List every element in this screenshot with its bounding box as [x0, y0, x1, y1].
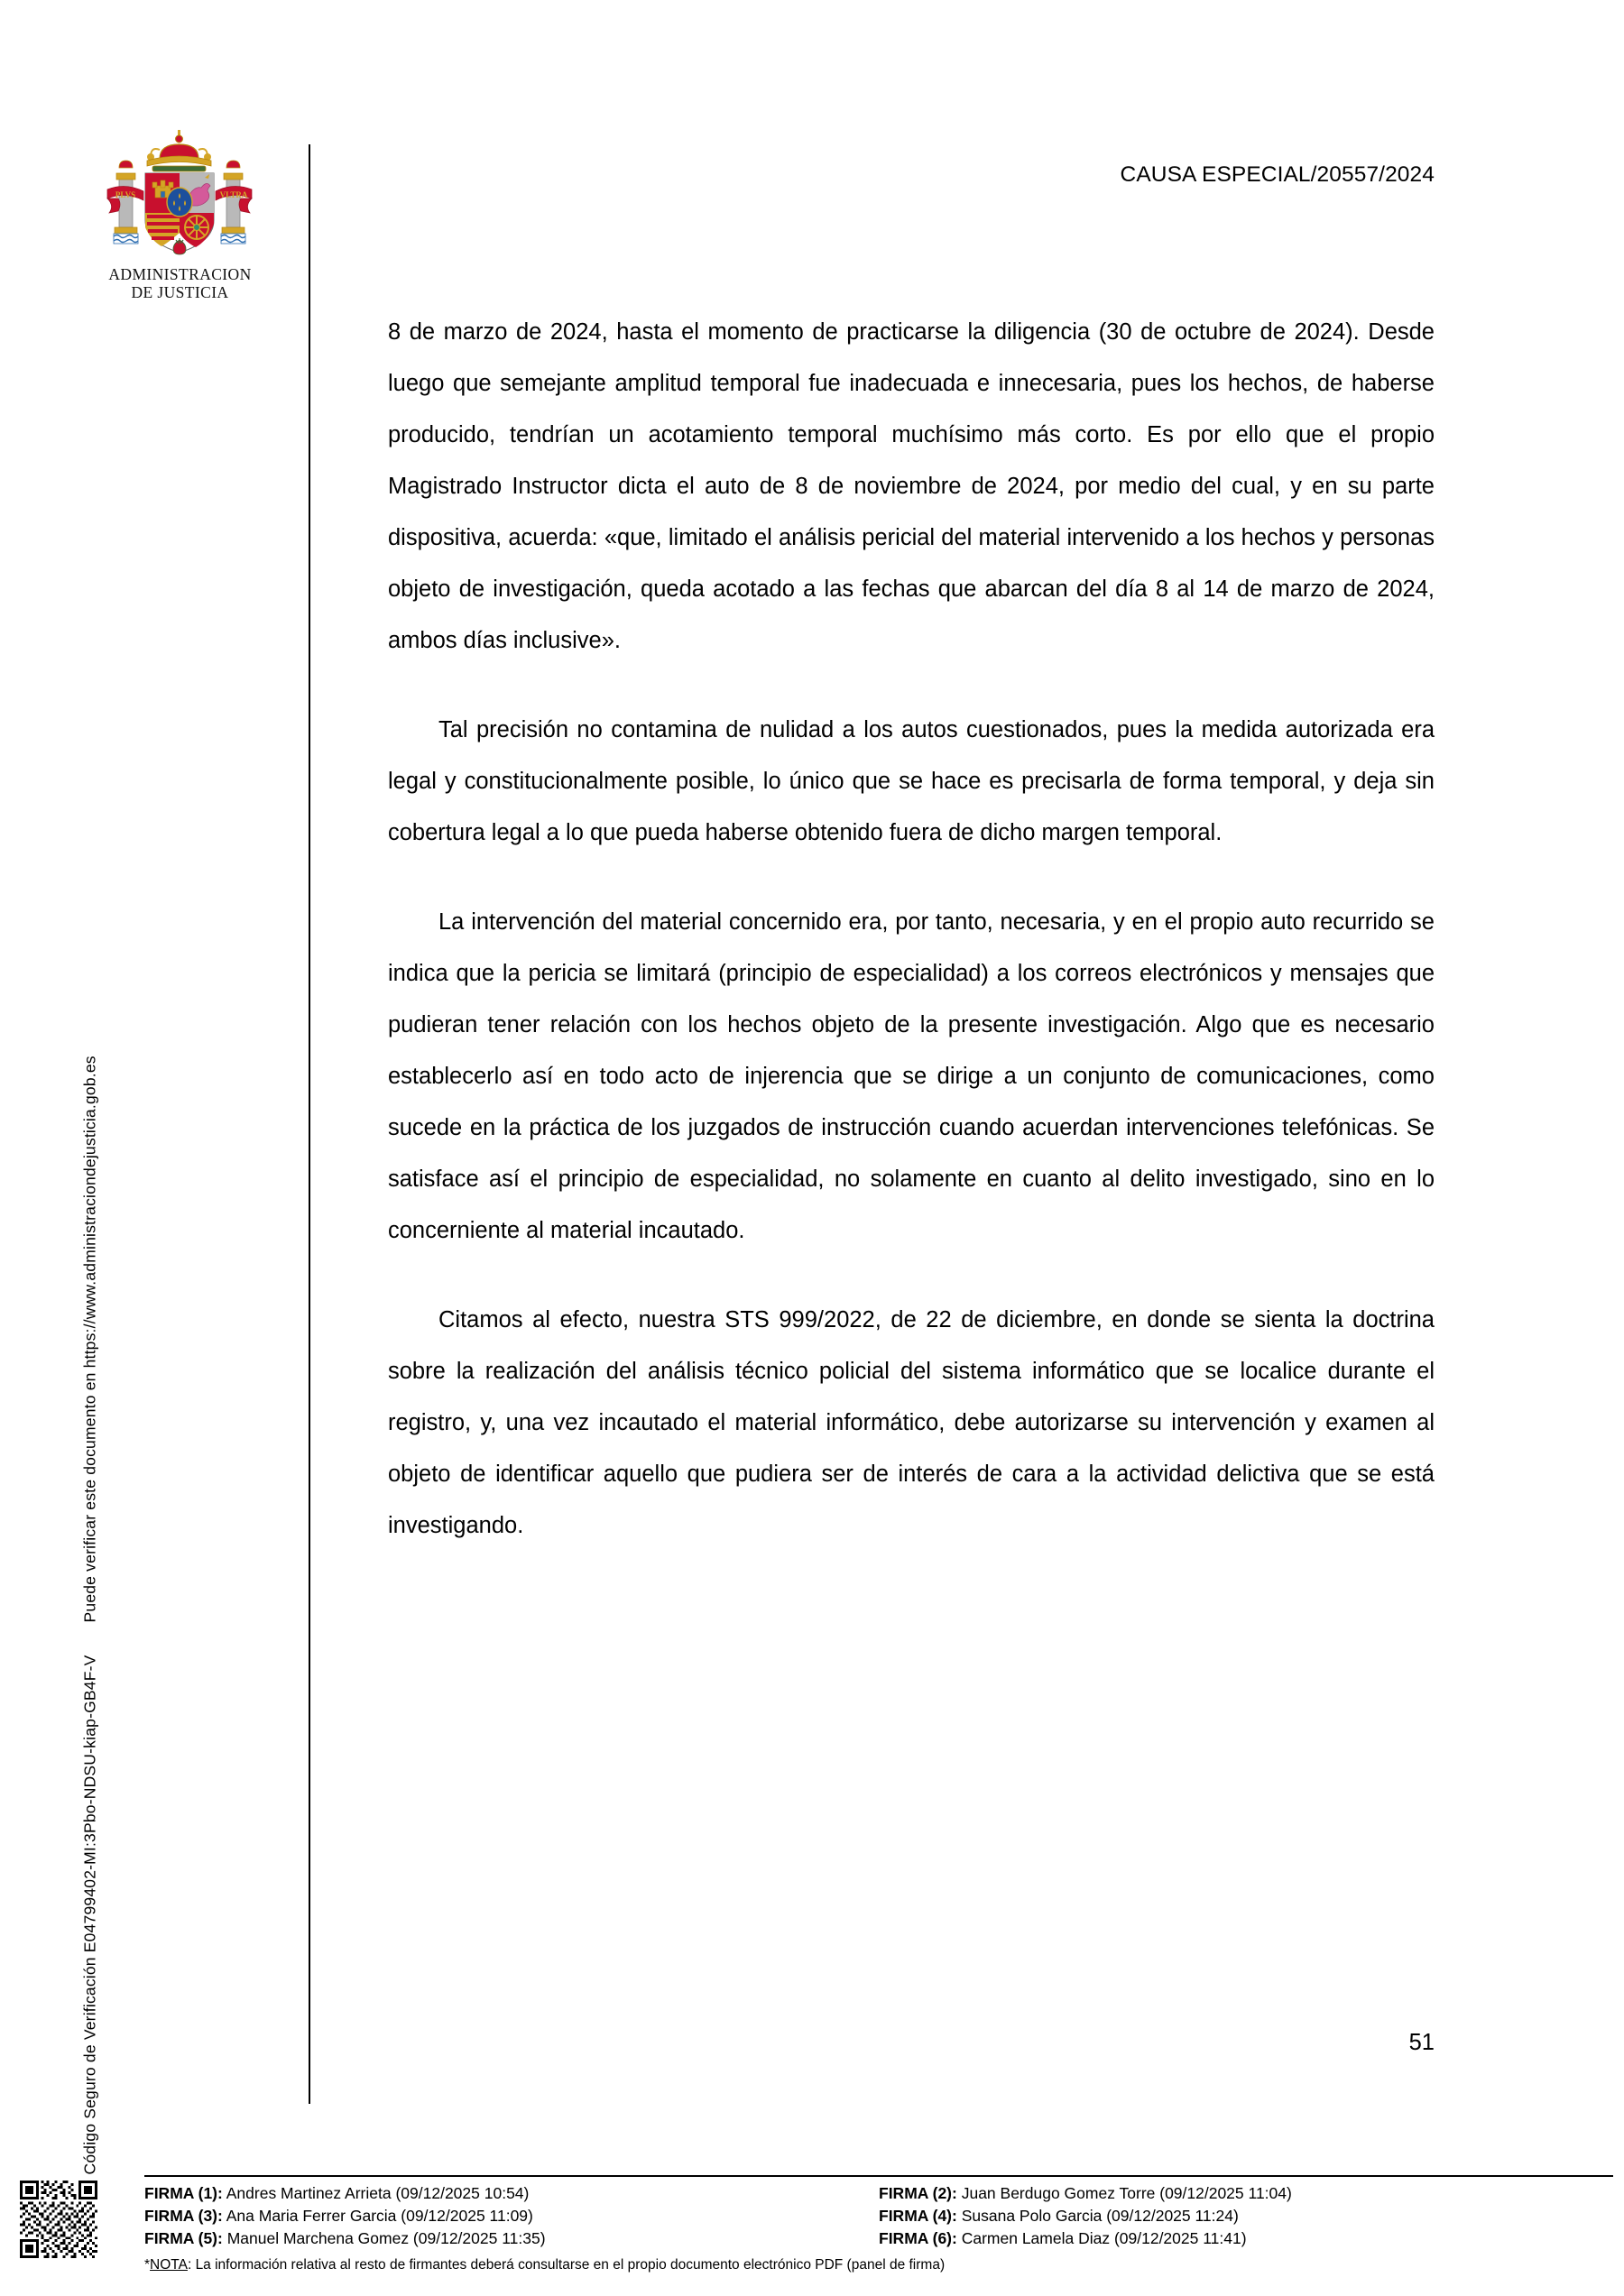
- signature-value: Andres Martinez Arrieta (09/12/2025 10:54): [226, 2184, 530, 2202]
- signature-value: Ana Maria Ferrer Garcia (09/12/2025 11:09): [226, 2207, 533, 2225]
- signature-value: Juan Berdugo Gomez Torre (09/12/2025 11:04): [961, 2184, 1292, 2202]
- signature-row: [144, 2205, 879, 2227]
- signature-label: FIRMA (5):: [144, 2229, 223, 2247]
- verification-sidebar-text: [81, 190, 100, 2175]
- csv-code-text: Código Seguro de Verificación E04799402-MI:3Pbo-NDSU-kiap-GB4F-V: [80, 1655, 99, 2175]
- vertical-divider: [309, 144, 310, 2104]
- emblem-label-line2: DE JUSTICIA: [131, 283, 229, 302]
- spain-coat-of-arms-icon: [95, 126, 266, 262]
- signatures-block: [144, 2182, 1613, 2250]
- verification-url-text: Puede verificar este documento en https://www.administraciondejusticia.gob.es: [80, 1056, 99, 1623]
- signatures-right-column: [879, 2182, 1613, 2250]
- signature-value: Carmen Lamela Diaz (09/12/2025 11:41): [961, 2229, 1247, 2247]
- page-number: 51: [1408, 2030, 1435, 2055]
- footer-note-text: : La información relativa al resto de firmantes deberá consultarse en el propio documento electrónico PDF (panel de firma): [187, 2257, 946, 2273]
- qr-code-icon: [20, 2181, 97, 2258]
- svg-text:PLVS: PLVS: [115, 190, 135, 199]
- footer-note: [144, 2256, 945, 2274]
- signature-row: [879, 2182, 1613, 2205]
- signatures-left-column: [144, 2182, 879, 2250]
- verification-sidebar: [0, 0, 99, 2175]
- footer-divider: [144, 2175, 1613, 2177]
- coat-of-arms-block: [83, 126, 277, 302]
- signature-row: [144, 2182, 879, 2205]
- signature-value: Manuel Marchena Gomez (09/12/2025 11:35): [226, 2229, 546, 2247]
- signature-row: [879, 2205, 1613, 2227]
- footer-note-keyword: NOTA: [150, 2257, 188, 2273]
- emblem-label: [83, 265, 277, 302]
- signature-label: FIRMA (3):: [144, 2207, 223, 2225]
- footer-note-star: *: [144, 2257, 151, 2273]
- signature-label: FIRMA (2):: [879, 2184, 957, 2202]
- body-paragraph: Citamos al efecto, nuestra STS 999/2022, de 22 de diciembre, en donde se sienta la doctrina sobre la realización del análisis técnico policial del sistema informático que se localice durante el registro, y, una vez incautado el material informático, debe autorizarse su intervención y examen al objeto de identificar aquello que pudiera ser de interés de cara a la actividad delictiva que se está investigando.: [388, 1307, 1435, 1538]
- signature-row: [144, 2227, 879, 2250]
- signature-footer: [0, 2170, 1624, 2296]
- body-paragraph: Tal precisión no contamina de nulidad a los autos cuestionados, pues la medida autorizada era legal y constitucionalmente posible, lo único que se hace es precisarla de forma temporal, y deja sin cobertura legal a lo que pueda haberse obtenido fuera de dicho margen temporal.: [388, 717, 1435, 845]
- body-paragraph: La intervención del material concernido era, por tanto, necesaria, y en el propio auto recurrido se indica que la pericia se limitará (principio de especialidad) a los correos electrónicos y mensajes que pudieran tener relación con los hechos objeto de la presente investigación. Algo que es necesario establecerlo así en todo acto de injerencia que se dirige a un conjunto de comunicaciones, como sucede en la práctica de los juzgados de instrucción cuando acuerdan intervenciones telefónicas. Se satisface así el principio de especialidad, no solamente en cuanto al delito investigado, sino en lo concerniente al material incautado.: [388, 909, 1435, 1243]
- signature-label: FIRMA (6):: [879, 2229, 957, 2247]
- signature-label: FIRMA (4):: [879, 2207, 957, 2225]
- signature-row: [879, 2227, 1613, 2250]
- body-paragraph: 8 de marzo de 2024, hasta el momento de practicarse la diligencia (30 de octubre de 2024). Desde luego que semejante amplitud temporal fue inadecuada e innecesaria, pues los hechos, de haberse producido, tendrían un acotamiento temporal muchísimo más corto. Es por ello que el propio Magistrado Instructor dicta el auto de 8 de noviembre de 2024, por medio del cual, y en su parte dispositiva, acuerda: «que, limitado el análisis pericial del material intervenido a los hechos y personas objeto de investigación, queda acotado a las fechas que abarcan del día 8 al 14 de marzo de 2024, ambos días inclusive».: [388, 319, 1435, 653]
- document-body: [388, 307, 1435, 1552]
- case-reference-header: CAUSA ESPECIAL/20557/2024: [1120, 162, 1435, 187]
- signature-label: FIRMA (1):: [144, 2184, 223, 2202]
- qr-code: [20, 2181, 97, 2258]
- signature-value: Susana Polo Garcia (09/12/2025 11:24): [961, 2207, 1239, 2225]
- svg-text:VLTRA: VLTRA: [219, 190, 247, 199]
- emblem-label-line1: ADMINISTRACION: [108, 265, 252, 283]
